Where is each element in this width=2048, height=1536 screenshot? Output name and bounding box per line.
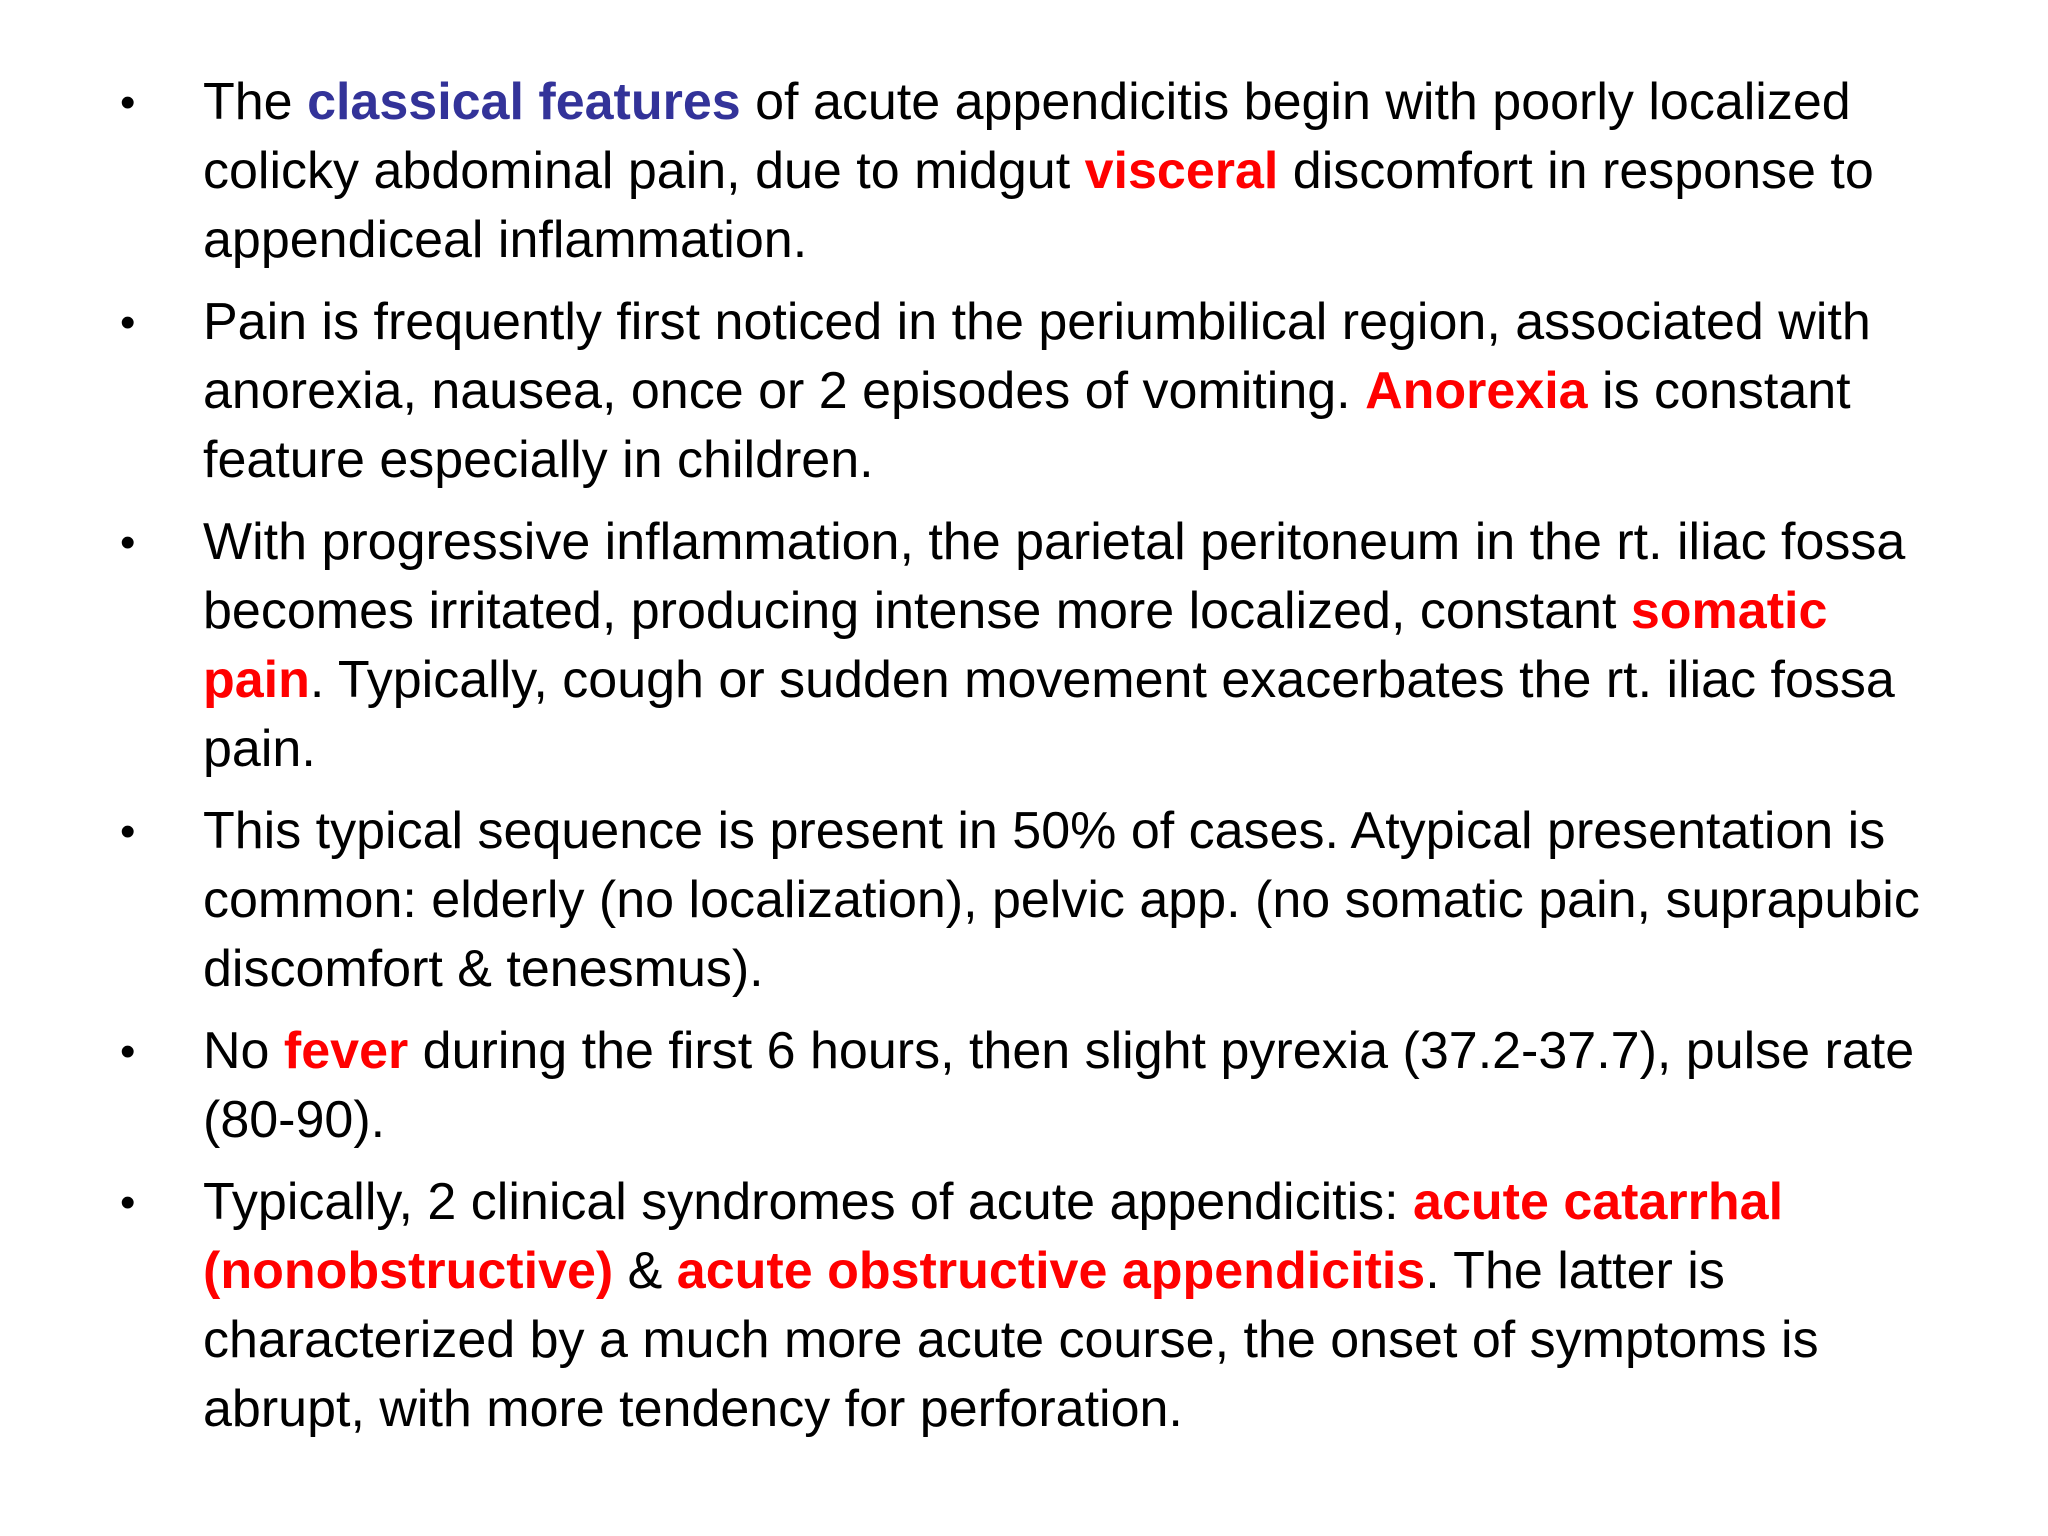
highlight-fever: fever bbox=[283, 1022, 409, 1080]
highlight-anorexia: Anorexia bbox=[1365, 362, 1588, 420]
bullet-text: Typically, 2 clinical syndromes of acute appendicitis: bbox=[203, 1173, 1414, 1231]
bullet-dot-icon: • bbox=[120, 1178, 136, 1227]
bullet-text: is constant feature especially in children. bbox=[203, 362, 1851, 489]
bullet-item-fever bbox=[120, 1017, 1960, 1155]
bullet-text: of acute appendicitis begin with poorly localized colicky abdominal pain, due to midgut bbox=[203, 73, 1851, 200]
bullet-dot-icon: • bbox=[120, 298, 136, 347]
bullet-dot-icon: • bbox=[120, 518, 136, 567]
bullet-text: . The latter is characterized by a much more acute course, the onset of symptoms is abrupt, with more tendency for perforation. bbox=[203, 1242, 1819, 1438]
bullet-dot-icon: • bbox=[120, 1027, 136, 1076]
bullet-text: This typical sequence is present in 50% of cases. Atypical presentation is common: elderly (no localization), pelvic app. (no somatic pain, suprapubic discomfort & tenesmus). bbox=[203, 802, 1920, 998]
bullet-item-clinical-syndromes bbox=[120, 1168, 1960, 1444]
bullet-text: No bbox=[203, 1022, 284, 1080]
highlight-acute-catarrhal: acute catarrhal (nonobstructive) bbox=[203, 1173, 1784, 1300]
bullet-list bbox=[120, 68, 1960, 1457]
bullet-item-classical-features bbox=[120, 68, 1960, 275]
bullet-text: With progressive inflammation, the parietal peritoneum in the rt. iliac fossa becomes irritated, producing intense more localized, constant bbox=[203, 513, 1906, 640]
bullet-text: The bbox=[203, 73, 308, 131]
bullet-item-somatic-pain bbox=[120, 508, 1960, 784]
highlight-classical-features: classical features bbox=[307, 73, 741, 131]
bullet-text: & bbox=[613, 1242, 677, 1300]
highlight-acute-obstructive: acute obstructive appendicitis bbox=[676, 1242, 1426, 1300]
highlight-visceral: visceral bbox=[1084, 142, 1279, 200]
bullet-text: discomfort in response to appendiceal inflammation. bbox=[203, 142, 1874, 269]
highlight-somatic-pain: somatic pain bbox=[203, 582, 1828, 709]
bullet-text: . Typically, cough or sudden movement exacerbates the rt. iliac fossa pain. bbox=[203, 651, 1895, 778]
bullet-text: Pain is frequently first noticed in the periumbilical region, associated with anorexia, nausea, once or 2 episodes of vomiting. bbox=[203, 293, 1871, 420]
bullet-item-typical-sequence bbox=[120, 797, 1960, 1004]
bullet-dot-icon: • bbox=[120, 807, 136, 856]
bullet-text: during the first 6 hours, then slight pyrexia (37.2-37.7), pulse rate (80-90). bbox=[203, 1022, 1915, 1149]
bullet-item-periumbilical-pain bbox=[120, 288, 1960, 495]
bullet-dot-icon: • bbox=[120, 78, 136, 127]
